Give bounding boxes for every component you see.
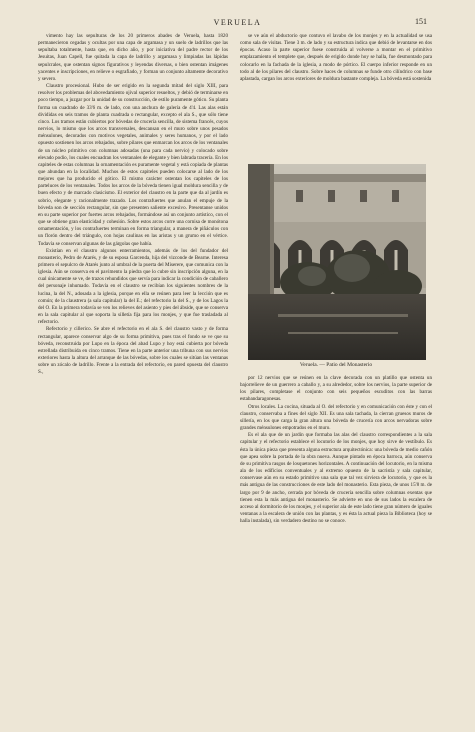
left-column [38,33,228,713]
right-column-bottom [240,375,432,713]
cloister-photo [248,164,426,360]
paragraph: Refectorio y cillerico. Se abre el refectorio en el ala S. del claustro vasto y de forma rectangular, aparece conservar algo de su forma primitiva, pues tras el fondo se ve que su bóveda, reconstruida por Lupo en la época del abad Lupo y hoy está cubierta por bóveda estrellada distribuida en cinco tramos. Tiene en la parte anterior una tribuna con sus nervios exteriores hasta la altura del arranque de las bóvedas, sobre los cuales se sitúan las ventanas sobre un zócalo de ladrillo. Frente a la entrada del refectorio, en pared opuesta del claustro S., [38,326,228,376]
paragraph: vimento hay las sepulturas de los 20 primeros abades de Veruela, hasta 1820 permanecieron cegadas y ocultas por una capa de argamasa y un suelo de ladrillos que las sepultaba totalmente, hasta que, en dicho año, y por iniciativa del padre rector de los Jesuitas, Juan Capell, fue quitada la capa de ladrillo y argamasa y limpiadas las lápidas sepulcrales, que ostentan signos figurativos y leyendas diversas, o bien ostentan imágenes yacentes e inscripciones, en relieve o esgrafiado, y forman un conjunto altamente decorativo y severo. [38,33,228,82]
paragraph: Existían en el claustro algunos enterramientos, además de los del fundador del monasterio, Pedro de Atarés, y de su esposa Garcenda, hija del vizconde de Bearne. Interesa primero el sepulcro de Atarés junto al umbral de la puerta del Miserere, que comunica con la iglesia. Aún se conserva en el pavimento la piedra que lo cubre sin inscripción alguna, en la cual únicamente se ve, de trazos rehundidos que servía para indicar la condición de caballero del personaje inhumado. Todavía en el claustro se recibían los siguientes nombres de la lucina, la del N., adosada a la iglesia, porque en ella se reúnen para leer la lección que es común; de la claustrera (a sala capitular) la del E.; del refectorio la del S., y de los Lagos la del O. En la primera todavía se ven los relieves del asiento y pies del ábside, que se conserva en la sala capitular al que soporta la silletía fija para los monjes, y que fue trasladada al refectorio. [38,247,228,326]
paragraph: Claustro procesional. Hubo de ser erigido en la segunda mitad del siglo XIII, para resolver los problemas del abovedamiento ojival superior resueltos, y debió de terminarse en poco tiempo, a juzgar por la unidad de su construcción, de estilo puramente gótico. Su planta forma un cuadrado de 33'6 m. de lado, con una anchura de galería de 4'4. Las alas están divididas en seis tramos de planta cuadrada o rectangular, excepto el ala S., que sólo tiene cinco. Los tramos están cubiertos por bóvedas de crucería sencilla, de sistema francés, cuyos nervios, lo mismo que los arcos transversales, descansan en el muro sobre unos pesados ménsulones, decorados con motivos vegetales, animales y seres humanos, y por el lado opuesto sostienen los arcos rebajados, sobre pilares que enmarcan los arcos de los ventanales de un núcleo primitivo con columnas adosadas (una para cada nervio) y colocado sobre elevado podio, los cuales encuadran los ventanales de elegante y bien labrada tracería. En los capiteles de estas columnas la ornamentación es puramente vegetal y está copiada de plantas que abundan en la localidad. Muchos de estos capiteles pueden colocarse al lado de los mejores que ha producido el gótico. El mismo carácter ostentan los capiteles de los parteluces de los ventanales. Todos los arcos de la bóveda tienen igual moldura sencilla y de buen efecto y de marcado clasicismo. El exterior del claustro en la parte que da al jardín es sobrio, elegante y racionalmente trazado. Los contrafuertes que anulan el empuje de la bóveda son de sección rectangular, sin que presenten saliente excesivo. Presentanse unidos en su parte superior por fuertes arcos rebajados, formándose así un conjunto artístico, con el que se obtiene gran elasticidad y cohesión. Sobre estos arcos corre una cornisa de monótona ornamentación, y los contrafuertes terminan en forma triangular, a manera de piñáculos con un florón dentro del triángulo, con hojas caulinas en las aristas y un grumo en el vértice. Todavía se conservan algunas de las gárgolas que había. [38,83,228,247]
page-number: 151 [415,17,427,26]
cloister-photo-image [248,164,426,360]
paragraph: Es el ala que de un jardín que formaba las alas del claustro correspondientes a la sala capitular y el refectorio establece el locutorio de los monjes, que hoy sirve de vestíbulo. Es ésta la única pieza que presenta alguna estructura arquitectónica: una bóveda de medio cañón que apea sobre la portada de la obra nueva. Aunque pintado en época barroca, aún conserva de su primitiva rasgos de losquetones horizontales. A continuación del locutorio, en la misma ala de los edificios conventuales y al extremo opuesto de la sacristía y sala capitular, conservase aún en su estado primitivo una sala que tal vez sirviera de locutorio, y que es la más antigua de las construcciones de este lado del monasterio. Esta pieza, de unos 15'8 m. de largo por 9 de ancho, cerrada por bóveda de crucería sencilla sobre columnas exentas que tienen esta la más antigua del monasterio. Se advierte en uno de sus lados la escalera de acceso al dormitorio de los monjes, y el superior ala de este lado tiene gran número de iguales ventanas a la escalera de unión con las plantas, y es ésta la actual pieza la Biblioteca (hoy se halla instalada), sin verdadero destino no se conoce. [240,432,432,525]
caption-text: Patio del Monasterio [326,362,373,368]
figure-caption: Veruela. — Patio del Monasterio [299,362,373,368]
running-title: VERUELA [213,18,262,27]
paragraph: Otros locales. La cocina, situada al O. del refectorio y en comunicación con éste y con el claustro, conservaba a fines del siglo XII. Es una sala tachada, la cierran gruesos muros de sillería, en los que carga la gran altura una bóveda de crucería con arcos nervadoras sobre grandes ménsulones empotrados en el muro. [240,403,432,432]
caption-place: Veruela. [299,362,319,368]
running-header [0,18,475,32]
paragraph: por 12 nervios que se reúnen en la clave decorada con un platillo que ostenta un bajorrelieve de un guerrero a caballo y, a su alrededor, sobre los nervios, la parte superior de los pilares, completase el conjunto con seis pequeños escuditos con las barras estabandaragonesas. [240,375,432,403]
paragraph: se ve aún el abductorio que contuvo el lavabo de los monjes y en la actualidad se usa como sala de visitas. Tiene 3 m. de lado y su estructura indica que debió de levantarse en dos épocas. Acaso la parte superior fuese construida al volverse a montar en el primitivo emplazamiento el templete que, después de erigido donde hoy se halla, fue desmontado para colocarlo en la fachada de la iglesia, a modo de pórtico. El cuerpo inferior responde en un todo al de los pilares del claustro. Sobre haces de columnas se funde otro cilíndrico con base aplastada, cargan los arcos exteriores de moldura bastante compleja. La bóveda está sostenida [240,33,432,82]
